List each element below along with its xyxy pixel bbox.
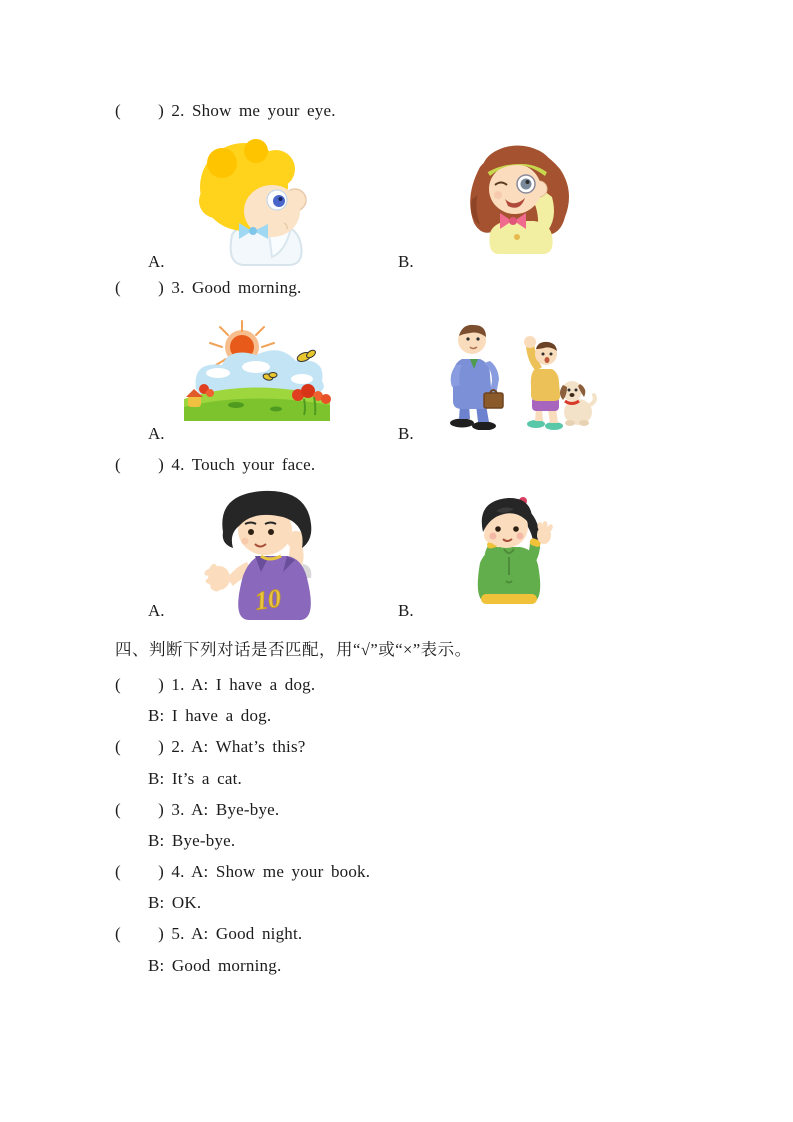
puppy-icon	[560, 381, 595, 426]
question-3-option-a-label: A.	[148, 424, 165, 443]
question-4-option-a-label: A.	[148, 601, 165, 620]
sunny-morning-meadow-icon	[180, 317, 333, 422]
jersey-number: 10	[253, 583, 283, 616]
raised-hand	[537, 521, 554, 544]
sunny-meadow-image	[180, 317, 333, 422]
question-3-option-b-label: B.	[398, 424, 414, 443]
boy-number-jersey-image	[203, 486, 335, 622]
dialogue-3-line-b: B: Bye-bye.	[148, 831, 236, 850]
dialogue-5-line-a: ( ) 5. A: Good night.	[115, 924, 303, 943]
dialogue-4-line-a: ( ) 4. A: Show me your book.	[115, 862, 371, 881]
question-2-option-b-label: B.	[398, 252, 414, 271]
question-4-text: ( ) 4. Touch your face.	[115, 455, 316, 474]
section-four-heading: 四、判断下列对话是否匹配，用“√”或“×”表示。	[115, 640, 472, 659]
dialogue-1-line-a: ( ) 1. A: I have a dog.	[115, 675, 316, 694]
dialogue-2-line-a: ( ) 2. A: What’s this?	[115, 737, 306, 756]
dialogue-2-line-b: B: It’s a cat.	[148, 769, 242, 788]
dialogue-3-line-a: ( ) 3. A: Bye-bye.	[115, 800, 280, 819]
blond-boy-image	[192, 139, 322, 268]
dialogue-4-line-b: B: OK.	[148, 893, 202, 912]
boy-touching-ear-icon	[203, 486, 335, 622]
dialogue-1-line-b: B: I have a dog.	[148, 706, 272, 725]
question-3-text: ( ) 3. Good morning.	[115, 278, 302, 297]
dialogue-5-line-b: B: Good morning.	[148, 956, 282, 975]
man-boy-dog-image	[432, 317, 597, 430]
question-2-text: ( ) 2. Show me your eye.	[115, 101, 336, 120]
girl-green-hoodie-image	[460, 491, 558, 612]
question-4-option-b-label: B.	[398, 601, 414, 620]
blond-boy-raising-hand-icon	[192, 139, 322, 268]
girl-touching-face-icon	[460, 491, 558, 612]
man-boy-and-dog-walking-icon	[432, 317, 597, 430]
question-2-option-a-label: A.	[148, 252, 165, 271]
girl-pointing-to-eye-image	[460, 137, 575, 255]
girl-pointing-to-eye-icon	[460, 137, 575, 255]
open-hand	[203, 563, 230, 593]
